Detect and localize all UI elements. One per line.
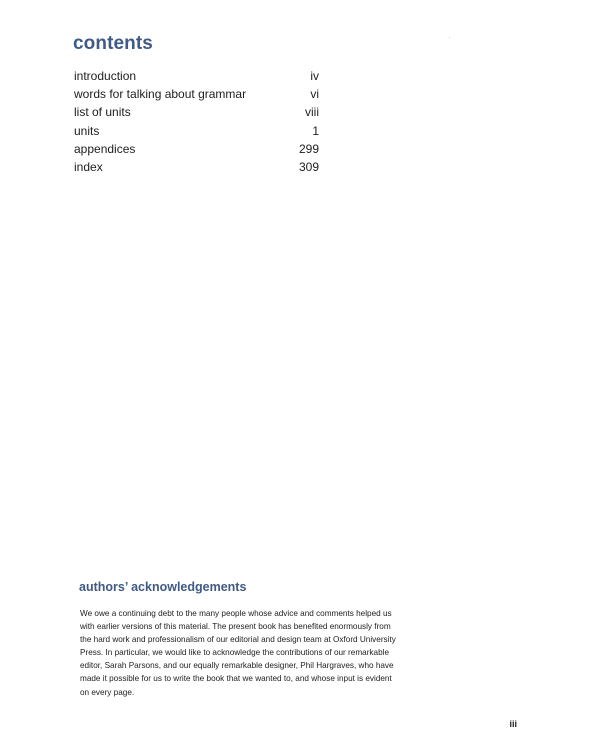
acknowledgements-line: made it possible for us to write the book that we wanted to, and whose input is evident	[80, 674, 392, 684]
toc-entry-label: words for talking about grammar	[74, 87, 247, 102]
toc-entry-page: 309	[298, 159, 319, 174]
toc-entry-words-for-talking-about-grammar[interactable]	[74, 87, 319, 105]
toc-entry-introduction[interactable]	[74, 69, 319, 87]
toc-entry-label: units	[74, 123, 100, 138]
toc-entry-label: list of units	[74, 105, 131, 120]
contents-heading: contents	[73, 33, 153, 54]
toc-entry-appendices[interactable]	[74, 142, 319, 160]
acknowledgements-line: We owe a continuing debt to the many people whose advice and comments helped us	[80, 609, 392, 618]
acknowledgements-paragraph	[80, 607, 450, 699]
toc-entry-page: 299	[298, 141, 319, 156]
toc-entry-list-of-units[interactable]	[74, 105, 319, 123]
toc-entry-page: iv	[310, 69, 319, 83]
page-number: iii	[509, 719, 517, 729]
scan-speck	[449, 37, 450, 38]
toc-entry-page: viii	[305, 105, 319, 120]
acknowledgements-line: Press. In particular, we would like to acknowledge the contributions of our remarkable	[80, 648, 390, 658]
acknowledgements-line: editor, Sarah Parsons, and our equally remarkable designer, Phil Hargraves, who have	[80, 661, 394, 671]
acknowledgements-line: with earlier versions of this material. The present book has benefited enormously from	[80, 622, 391, 632]
acknowledgements-line: on every page.	[80, 687, 135, 697]
acknowledgements-heading: authors’ acknowledgements	[79, 580, 247, 594]
toc-entry-page: vi	[310, 87, 319, 102]
toc-entry-label: appendices	[74, 141, 136, 156]
table-of-contents	[74, 69, 319, 178]
toc-entry-units[interactable]	[74, 124, 319, 142]
toc-entry-label: index	[74, 159, 103, 174]
toc-entry-index[interactable]	[74, 160, 319, 178]
toc-entry-page: 1	[312, 123, 319, 138]
toc-entry-label: introduction	[74, 69, 137, 83]
acknowledgements-line: the hard work and professionalism of our editorial and design team at Oxford University	[80, 635, 396, 645]
